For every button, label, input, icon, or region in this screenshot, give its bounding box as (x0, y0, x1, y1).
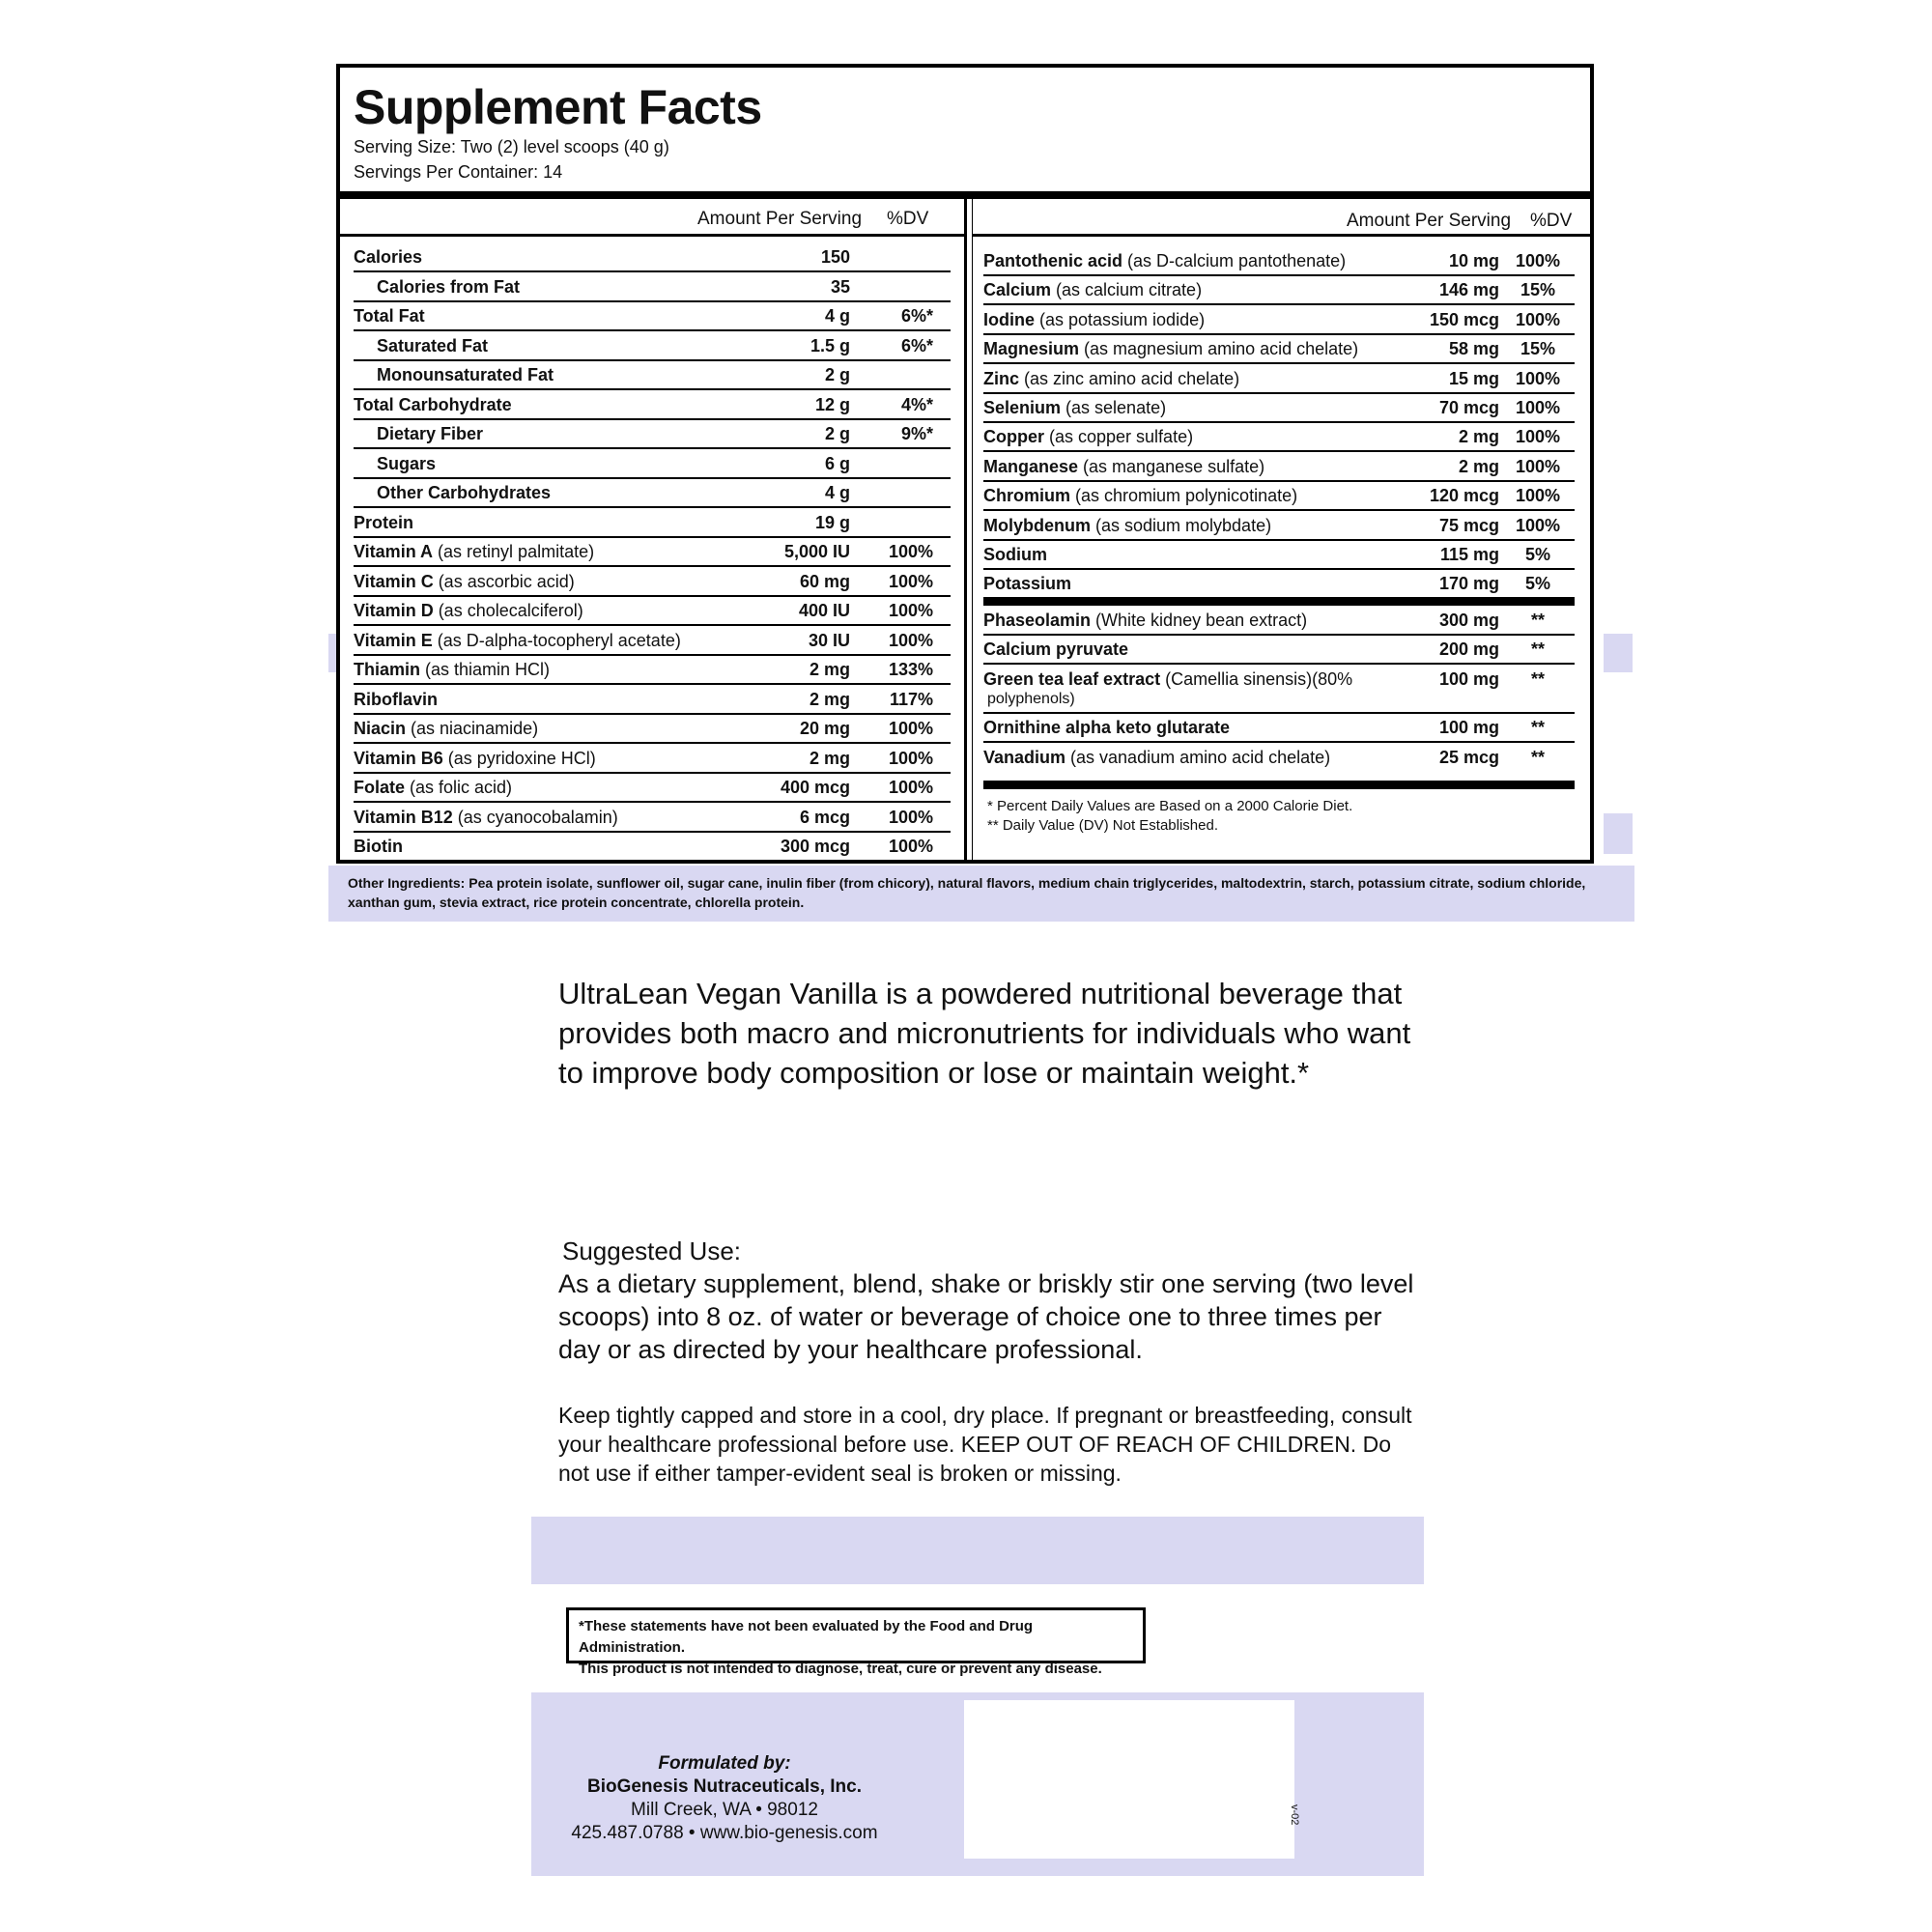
nutrient-name: Magnesium (983, 339, 1080, 359)
nutrient-amount: 300 mg (1438, 611, 1499, 630)
nutrient-row (354, 595, 951, 626)
nutrient-source: (as pyridoxine HCl) (442, 748, 596, 768)
nutrient-label (354, 690, 438, 710)
nutrient-name: Monounsaturated Fat (377, 365, 554, 384)
footnote-not-established: ** Daily Value (DV) Not Established. (987, 817, 1218, 834)
nutrient-name: Copper (983, 427, 1044, 447)
storage-warning: Keep tightly capped and store in a cool, dry place. If pregnant or breastfeeding, consult your healthcare professional before use. KEEP OUT OF REACH OF CHILDREN. Do not use if either tamper-evident seal is broken or missing. (558, 1403, 1412, 1486)
nutrient-name: Ornithine alpha keto glutarate (983, 718, 1231, 738)
nutrient-amount: 2 mg (1458, 456, 1499, 476)
nutrient-amount: 2 g (824, 424, 850, 443)
nutrient-row (983, 451, 1575, 482)
nutrient-row (354, 713, 951, 744)
nutrient-label (983, 574, 1071, 594)
nutrient-amount: 150 mcg (1429, 309, 1499, 329)
nutrient-dv: 4%* (900, 394, 933, 414)
nutrient-dv: 6%* (900, 306, 933, 326)
nutrient-amount: 4 g (824, 306, 850, 326)
nutrient-amount: 150 (820, 247, 850, 267)
nutrient-name: Vitamin B6 (354, 748, 443, 768)
nutrient-name: Zinc (983, 368, 1020, 388)
nutrient-name: Vitamin C (354, 571, 434, 591)
nutrient-row (354, 625, 951, 656)
nutrient-amount: 120 mcg (1429, 486, 1499, 506)
supplement-facts-panel (336, 64, 1594, 864)
nutrient-label (354, 631, 681, 651)
nutrient-source: (as manganese sulfate) (1078, 456, 1265, 476)
nutrient-row (983, 245, 1575, 276)
nutrient-amount: 2 g (824, 365, 850, 384)
product-description: UltraLean Vegan Vanilla is a powdered nutritional beverage that provides both macro and micronutrients for individuals who want to improve body composition or lose or maintain weight.* (558, 977, 1411, 1090)
nutrient-source: (as niacinamide) (406, 719, 539, 738)
nutrient-row (354, 477, 951, 508)
nutrient-dv: 117% (889, 689, 933, 709)
rule (340, 234, 964, 237)
nutrient-row (983, 363, 1575, 394)
nutrient-source: (as magnesium amino acid chelate) (1079, 339, 1359, 359)
nutrient-amount: 75 mcg (1438, 515, 1499, 535)
nutrient-label (354, 306, 425, 327)
nutrient-dv: 100% (888, 778, 933, 797)
nutrient-row (354, 772, 951, 803)
suggested-use-text: As a dietary supplement, blend, shake or briskly stir one serving (two level scoops) into 8 oz. of water or beverage of choice one to three times per day or as directed by your healthcare professional. (558, 1269, 1414, 1364)
nutrient-label (354, 778, 512, 798)
lavender-band (1604, 813, 1633, 854)
nutrient-name: Total Carbohydrate (354, 394, 512, 414)
nutrient-label (354, 660, 550, 680)
nutrient-name: Manganese (983, 456, 1079, 476)
nutrient-amount: 35 (830, 276, 850, 297)
nutrient-row (983, 742, 1575, 771)
facts-title: Supplement Facts (354, 80, 762, 134)
rule (972, 234, 1590, 237)
column-header-dv: %DV (1530, 211, 1573, 231)
nutrient-amount: 20 mg (799, 719, 850, 738)
nutrient-source: (as retinyl palmitate) (433, 542, 595, 561)
nutrient-dv: 100% (1515, 486, 1561, 506)
nutrient-row (983, 634, 1575, 665)
suggested-use-heading: Suggested Use: (562, 1236, 742, 1265)
nutrient-source: (as vanadium amino acid chelate) (1065, 747, 1331, 767)
nutrient-name: Other Carbohydrates (377, 483, 552, 502)
nutrient-dv: 100% (888, 719, 933, 738)
nutrient-label (983, 611, 1307, 631)
nutrient-amount: 300 mcg (780, 837, 850, 856)
nutrient-row (354, 271, 951, 302)
nutrient-row (354, 684, 951, 715)
nutrient-name: Sodium (983, 545, 1047, 564)
nutrient-dv: ** (1530, 639, 1545, 660)
nutrient-amount: 200 mg (1438, 639, 1499, 660)
nutrient-label (983, 486, 1297, 506)
nutrient-name: Sugars (377, 453, 437, 473)
nutrient-amount: 146 mg (1438, 280, 1499, 300)
nutrient-source: (as D-alpha-tocopheryl acetate) (432, 630, 681, 650)
nutrient-label (983, 251, 1346, 271)
nutrient-name: Green tea leaf extract (983, 668, 1161, 689)
nutrient-amount: 2 mg (1458, 427, 1499, 447)
thick-rule (983, 781, 1575, 789)
nutrient-row (983, 605, 1575, 636)
nutrient-dv: 100% (888, 837, 933, 856)
nutrient-amount: 15 mg (1448, 368, 1499, 388)
nutrient-amount: 400 mcg (780, 778, 850, 797)
nutrient-row (354, 330, 951, 361)
nutrient-row (354, 743, 951, 774)
nutrient-dv: 9%* (900, 424, 933, 443)
nutrient-label (354, 542, 594, 562)
nutrient-dv: 100% (1515, 309, 1561, 329)
nutrient-dv: 100% (888, 601, 933, 620)
nutrient-row (983, 539, 1575, 570)
nutrient-label (983, 748, 1330, 768)
nutrient-dv: 133% (888, 660, 933, 679)
nutrient-label (354, 808, 618, 828)
nutrient-dv: 6%* (900, 335, 933, 355)
other-ingredients: Other Ingredients: Pea protein isolate, sunflower oil, sugar cane, inulin fiber (from chicory), natural flavors, medium chain triglycerides, maltodextrin, starch, potassium citrate, sodium chloride, xanthan gum, stevia extract, rice protein concentrate, chlorella protein. (348, 875, 1586, 910)
nutrient-name: Saturated Fat (377, 335, 489, 355)
nutrient-amount: 170 mg (1438, 574, 1499, 594)
nutrient-name: Biotin (354, 837, 403, 856)
nutrient-row (354, 359, 951, 390)
nutrient-name: Molybdenum (983, 515, 1091, 535)
nutrient-name: Vitamin A (354, 542, 434, 561)
nutrient-name: Selenium (983, 398, 1062, 417)
column-header-dv: %DV (887, 209, 929, 229)
nutrient-dv: ** (1530, 718, 1545, 738)
fda-line: *These statements have not been evaluated by the Food and Drug Administration. (579, 1618, 1034, 1656)
nutrient-name: Calcium (983, 280, 1052, 300)
nutrient-label (983, 369, 1239, 389)
nutrient-name: Vitamin B12 (354, 807, 453, 827)
nutrient-dv: 100% (1515, 515, 1561, 535)
nutrient-dv: 100% (1515, 456, 1561, 476)
servings-per-container: Servings Per Container: 14 (354, 162, 563, 182)
nutrient-name: Riboflavin (354, 689, 439, 709)
nutrient-source: (White kidney bean extract) (1091, 611, 1308, 630)
company-contact: 425.487.0788 • www.bio-genesis.com (571, 1823, 878, 1843)
nutrient-name: Dietary Fiber (377, 424, 484, 443)
nutrient-row (983, 664, 1575, 714)
nutrient-row (983, 510, 1575, 541)
nutrient-row (354, 418, 951, 449)
nutrient-row (354, 802, 951, 833)
nutrient-label (983, 457, 1264, 477)
nutrient-amount: 4 g (824, 483, 850, 502)
nutrient-dv: 5% (1524, 545, 1550, 564)
nutrient-label (354, 601, 583, 621)
nutrient-source: (as sodium molybdate) (1091, 515, 1272, 535)
nutrient-source: (as folic acid) (405, 778, 513, 797)
nutrient-source: (as zinc amino acid chelate) (1019, 368, 1240, 388)
nutrient-label (354, 395, 512, 415)
nutrient-amount: 400 IU (798, 601, 850, 620)
nutrient-label (377, 483, 551, 503)
nutrient-row (354, 448, 951, 479)
nutrient-dv: 100% (1515, 427, 1561, 447)
nutrient-dv: ** (1530, 611, 1545, 630)
nutrient-label (983, 398, 1166, 418)
nutrient-amount: 12 g (814, 394, 850, 414)
nutrient-dv: 100% (888, 630, 933, 650)
nutrient-dv: ** (1530, 668, 1545, 689)
nutrient-label (983, 639, 1128, 660)
nutrient-source: (as calcium citrate) (1051, 280, 1203, 300)
serving-size: Serving Size: Two (2) level scoops (40 g) (354, 137, 669, 156)
column-divider (964, 199, 967, 860)
nutrient-dv: ** (1530, 747, 1545, 767)
nutrient-source: (as copper sulfate) (1044, 427, 1194, 447)
nutrient-name: Total Fat (354, 306, 425, 326)
nutrient-name: Pantothenic acid (983, 251, 1123, 270)
nutrient-label (983, 310, 1205, 330)
nutrient-name: Phaseolamin (983, 611, 1092, 630)
nutrient-amount: 100 mg (1438, 718, 1499, 738)
nutrient-source: (as cyanocobalamin) (452, 807, 618, 827)
nutrient-row (983, 304, 1575, 335)
nutrient-name: Calories (354, 247, 423, 267)
nutrient-label (354, 749, 596, 769)
nutrient-source-cont: polyphenols) (987, 690, 1075, 707)
nutrient-dv: 100% (1515, 251, 1561, 270)
nutrient-amount: 30 IU (808, 630, 850, 650)
fda-line: This product is not intended to diagnose, treat, cure or prevent any disease. (579, 1661, 1102, 1677)
nutrient-label (377, 424, 483, 444)
column-divider (972, 199, 973, 860)
nutrient-name: Vanadium (983, 747, 1066, 767)
nutrient-dv: 15% (1520, 280, 1556, 300)
formulator-info (560, 1752, 889, 1845)
nutrient-row (354, 389, 951, 420)
nutrient-source: (as cholecalciferol) (433, 601, 583, 620)
nutrient-label (983, 339, 1358, 359)
nutrient-row (983, 712, 1575, 743)
nutrient-amount: 58 mg (1448, 339, 1499, 359)
nutrient-row (354, 536, 951, 567)
nutrient-name: Protein (354, 512, 414, 532)
nutrient-amount: 1.5 g (810, 335, 850, 355)
nutrient-name: Folate (354, 778, 406, 797)
nutrient-amount: 5,000 IU (783, 542, 850, 561)
nutrient-label (354, 513, 413, 533)
nutrient-label (377, 277, 520, 298)
nutrient-label (983, 718, 1230, 738)
nutrient-dv: 100% (888, 542, 933, 561)
nutrient-label (354, 572, 575, 592)
lavender-band (1604, 634, 1633, 672)
nutrient-label (983, 545, 1047, 565)
nutrient-row (354, 566, 951, 597)
nutrient-label (377, 365, 554, 385)
footnote-dv: * Percent Daily Values are Based on a 2000 Calorie Diet. (987, 798, 1353, 814)
nutrient-name: Calories from Fat (377, 276, 521, 297)
nutrient-name: Niacin (354, 719, 407, 738)
nutrient-row (983, 274, 1575, 305)
nutrient-dv: 100% (1515, 368, 1561, 388)
nutrient-row (983, 392, 1575, 423)
nutrient-amount: 115 mg (1439, 545, 1499, 564)
nutrient-amount: 100 mg (1438, 668, 1499, 689)
nutrient-row (983, 333, 1575, 364)
nutrient-dv: 100% (888, 571, 933, 591)
nutrient-label (983, 516, 1271, 536)
nutrient-label (354, 247, 422, 268)
nutrient-label (354, 719, 538, 739)
nutrient-name: Vitamin E (354, 630, 433, 650)
nutrient-dv: 5% (1524, 574, 1550, 594)
nutrient-row (354, 507, 951, 538)
nutrient-row (354, 654, 951, 685)
nutrient-row (983, 480, 1575, 511)
company-name: BioGenesis Nutraceuticals, Inc. (586, 1776, 863, 1797)
nutrient-dv: 100% (888, 748, 933, 768)
nutrient-amount: 10 mg (1448, 251, 1499, 270)
nutrient-row (983, 568, 1575, 597)
nutrient-name: Chromium (983, 486, 1070, 506)
nutrient-row (983, 421, 1575, 452)
nutrient-row (354, 831, 951, 860)
nutrient-row (354, 300, 951, 331)
nutrient-amount: 70 mcg (1438, 398, 1499, 417)
nutrient-amount: 6 g (824, 453, 850, 473)
nutrient-dv: 100% (1515, 398, 1561, 417)
nutrient-source: (as thiamin HCl) (420, 660, 551, 679)
version-code: v-02 (1289, 1804, 1300, 1826)
column-header-amount: Amount Per Serving (697, 209, 863, 229)
nutrient-row (354, 242, 951, 272)
formulated-by-label: Formulated by: (658, 1753, 791, 1774)
nutrient-label (983, 427, 1193, 447)
nutrient-source: (as ascorbic acid) (433, 571, 575, 591)
nutrient-label (354, 837, 403, 857)
lavender-band (531, 1517, 1424, 1584)
nutrient-amount: 19 g (814, 512, 850, 532)
nutrient-name: Potassium (983, 574, 1072, 594)
rule (340, 191, 1590, 199)
company-address: Mill Creek, WA • 98012 (631, 1800, 818, 1820)
nutrient-source: (as potassium iodide) (1035, 309, 1206, 329)
nutrient-amount: 2 mg (809, 689, 850, 709)
nutrient-name: Iodine (983, 309, 1035, 329)
nutrient-source: (as selenate) (1061, 398, 1167, 417)
nutrient-source: (Camellia sinensis)(80% (1160, 668, 1353, 689)
column-header-amount: Amount Per Serving (1347, 211, 1512, 231)
nutrient-name: Thiamin (354, 660, 421, 679)
nutrient-amount: 6 mcg (799, 807, 850, 827)
nutrient-dv: 15% (1520, 339, 1556, 359)
nutrient-source: (as chromium polynicotinate) (1070, 486, 1298, 506)
nutrient-amount: 25 mcg (1438, 747, 1499, 767)
nutrient-amount: 2 mg (809, 660, 850, 679)
nutrient-label (377, 336, 488, 356)
nutrient-name: Calcium pyruvate (983, 639, 1129, 660)
nutrient-amount: 2 mg (809, 748, 850, 768)
fda-disclaimer (566, 1607, 1146, 1677)
nutrient-amount: 60 mg (799, 571, 850, 591)
barcode-area (964, 1700, 1294, 1859)
nutrient-label (983, 280, 1202, 300)
nutrient-source: (as D-calcium pantothenate) (1122, 251, 1347, 270)
nutrient-label (983, 669, 1352, 690)
nutrient-dv: 100% (888, 807, 933, 827)
nutrient-name: Vitamin D (354, 601, 434, 620)
nutrient-label (377, 454, 436, 474)
